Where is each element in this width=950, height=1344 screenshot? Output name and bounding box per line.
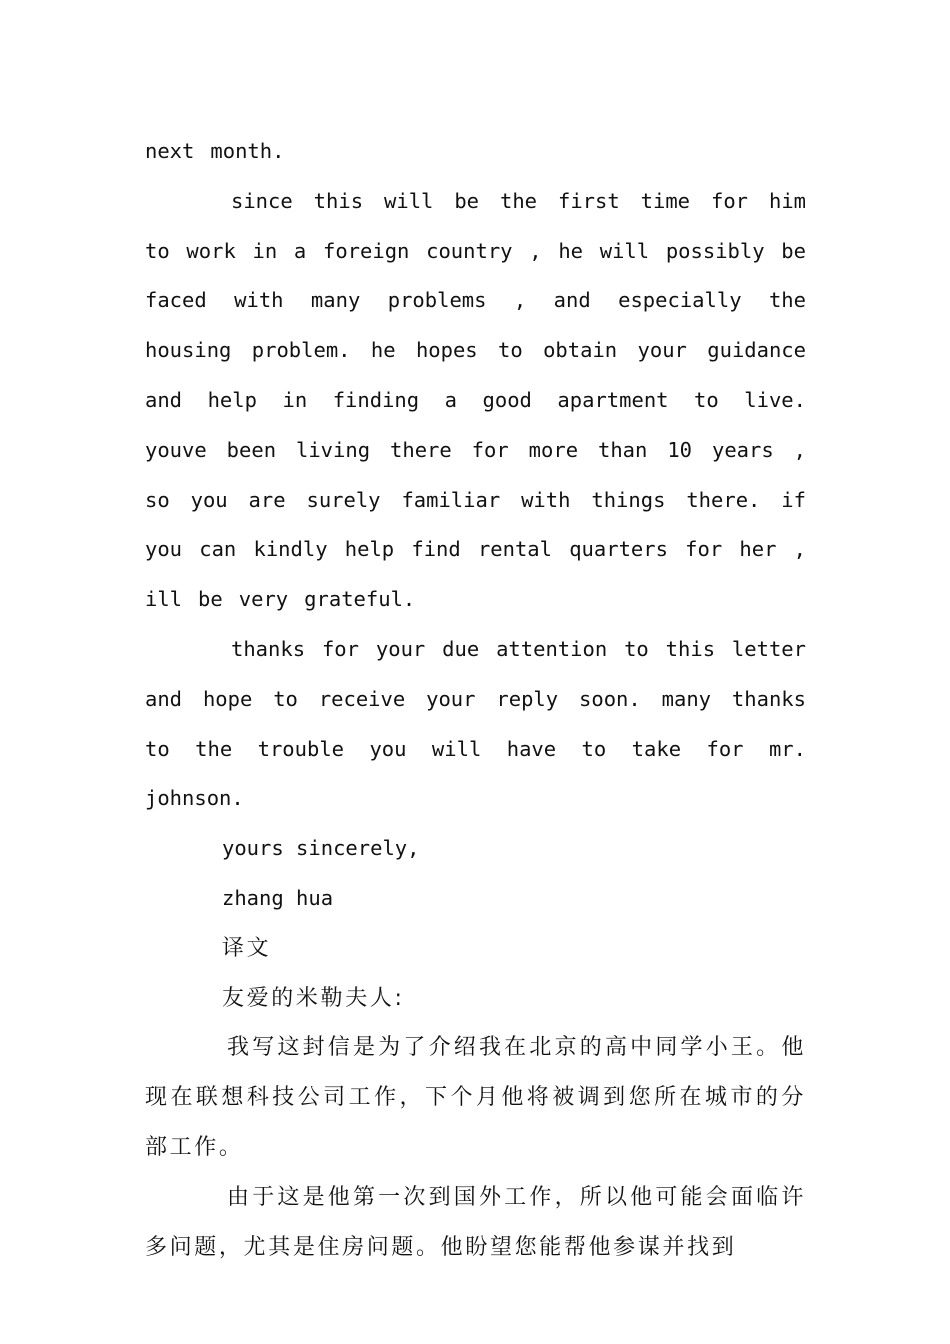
letter-body	[145, 127, 806, 1272]
signature: zhang hua	[222, 885, 334, 910]
translation-heading: 译文	[222, 935, 272, 961]
translation-paragraph-housing: 由于这是他第一次到国外工作，所以他可能会面临许多问题，尤其是住房问题。他盼望您能帮他参谋并找到	[145, 1184, 806, 1260]
closing-line: yours sincerely,	[222, 836, 420, 861]
paragraph-housing-request: since this will be the first time for him to work in a foreign country , he will possibly be faced with many problems , and especially the housing problem. he hopes to obtain your guidance and help in finding a good apartment to live. youve been living there for more than 10 years , so you are surely familiar with things there. if you can kindly help find rental quarters for her , ill be very grateful.	[145, 188, 806, 612]
paragraph-continuation: next month.	[145, 139, 285, 163]
translation-paragraph-introduction: 我写这封信是为了介绍我在北京的高中同学小王。他现在联想科技公司工作，下个月他将被调到您所在城市的分部工作。	[145, 1035, 806, 1160]
translation-salutation: 友爱的米勒夫人:	[222, 985, 405, 1011]
paragraph-thanks: thanks for your due attention to this letter and hope to receive your reply soon. many thanks to the trouble you will have to take for mr. johnson.	[145, 636, 806, 811]
